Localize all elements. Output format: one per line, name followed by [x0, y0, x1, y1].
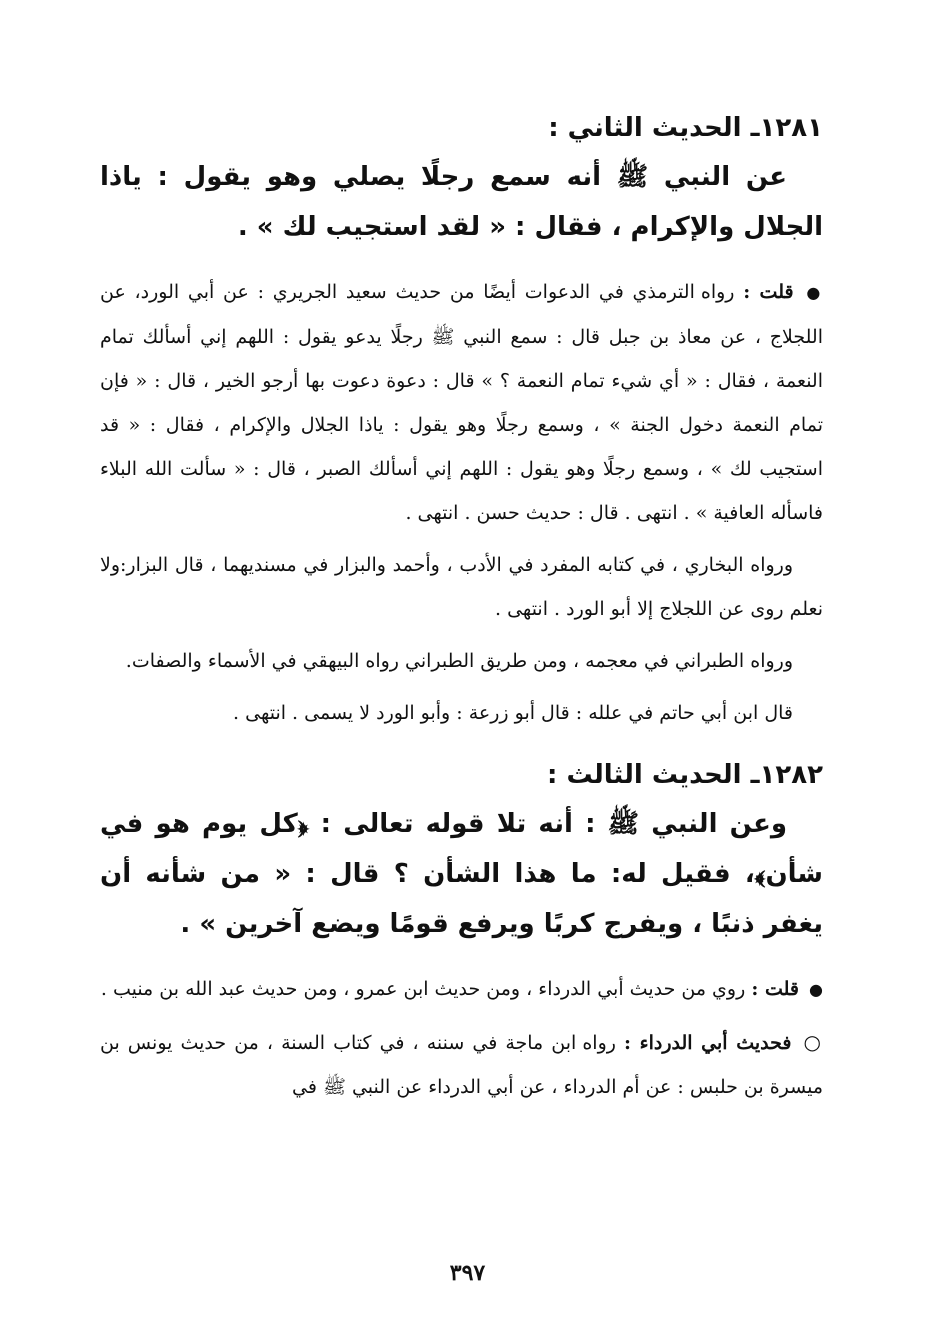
hadith-1281-title: ١٢٨١ـ الحديث الثاني : — [548, 113, 823, 143]
note-1281-lead: قلت : — [743, 281, 794, 303]
paragraph-abu-darda — [100, 1020, 823, 1109]
page-body — [100, 106, 823, 1117]
page-number: ٣٩٧ — [449, 1260, 486, 1286]
note-1282 — [100, 967, 823, 1012]
abu-darda-text: رواه ابن ماجة في سننه ، في كتاب السنة ، من حديث يونس بن ميسرة بن حلبس : عن أم الدرداء ، عن أبي الدرداء عن النبي ﷺ في — [100, 1032, 823, 1098]
hadith-1282-title: ١٢٨٢ـ الحديث الثالث : — [547, 760, 823, 790]
paragraph-tabarani: ورواه الطبراني في معجمه ، ومن طريق الطبراني رواه البيهقي في الأسماء والصفات. — [125, 650, 793, 672]
note-1281-text: رواه الترمذي في الدعوات أيضًا من حديث سعيد الجريري : عن أبي الورد، عن اللجلاج ، عن معاذ بن جبل قال : سمع النبي ﷺ رجلًا يدعو يقول : اللهم إني أسألك تمام النعمة ، فقال : « أي شيء تمام النعمة ؟ » قال : دعوة دعوت بها أرجو الخير ، قال : « فإن تمام النعمة دخول الجنة » ، وسمع رجلًا وهو يقول : ياذا الجلال والإكرام ، فقال : « قد استجيب لك » ، وسمع رجلًا وهو يقول : اللهم إني أسألك الصبر ، قال : « سألت الله البلاء فاسأله العافية » . انتهى . قال : حديث حسن . انتهى . — [100, 281, 823, 524]
hadith-1281-text: عن النبي ﷺ أنه سمع رجلًا يصلي وهو يقول : ياذا الجلال والإكرام ، فقال : « لقد استجيب لك » . — [100, 162, 823, 242]
note-1282-text: روي من حديث أبي الدرداء ، ومن حديث ابن عمرو ، ومن حديث عبد الله بن منيب . — [100, 978, 746, 1000]
bullet-icon: ● — [806, 283, 823, 302]
paragraph-bukhari: ورواه البخاري ، في كتابه المفرد في الأدب ، وأحمد والبزار في مسنديهما ، قال البزار:ولا نعلم روى عن اللجلاج إلا أبو الورد . انتهى . — [100, 554, 823, 620]
section-spacer — [100, 743, 823, 753]
note-1281 — [100, 270, 823, 535]
circle-icon: ○ — [803, 1030, 824, 1054]
abu-darda-lead: فحديث أبي الدرداء : — [624, 1032, 792, 1054]
hadith-1282-text: وعن النبي ﷺ : أنه تلا قوله تعالى : ﴿كل يوم هو في شأن﴾، فقيل له: ما هذا الشأن ؟ قال : « من شأنه أن يغفر ذنبًا ، ويفرج كربًا ويرفع قومًا ويضع آخرين » . — [100, 809, 823, 939]
bullet-icon: ● — [809, 980, 823, 999]
paragraph-abu-hatim: قال ابن أبي حاتم في علله : قال أبو زرعة : وأبو الورد لا يسمى . انتهى . — [233, 702, 793, 724]
note-1282-lead: قلت : — [751, 978, 799, 1000]
